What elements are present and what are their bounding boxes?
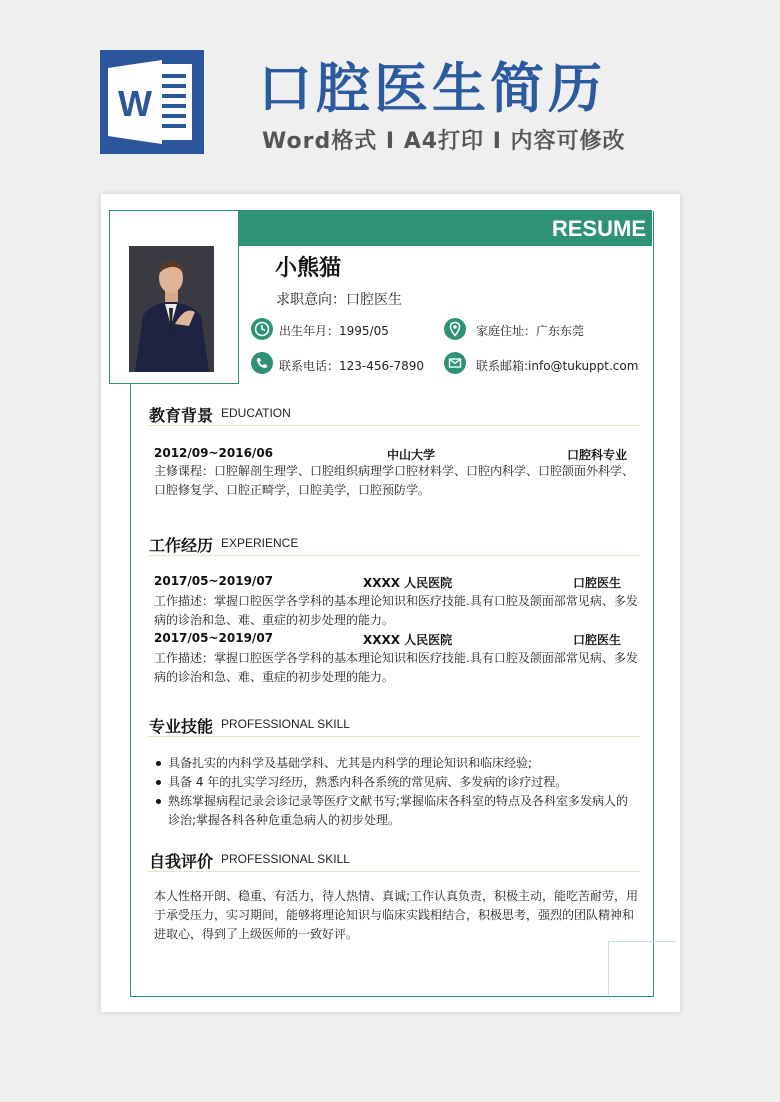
skills-title: 专业技能 <box>149 717 214 736</box>
phone-number: 联系电话：123-456-7890 <box>279 359 425 373</box>
skills-title-en: PROFESSIONAL SKILL <box>221 717 350 731</box>
education-courses: 主修课程：口腔解剖生理学、口腔组织病理学口腔材料学、口腔内科学、口腔颌面外科学、口腔修复学、口腔正畸学，口腔美学，口腔预防学。 <box>154 464 635 497</box>
education-major: 口腔科专业 <box>567 448 628 462</box>
page-subtitle: Word格式 I A4打印 I 内容可修改 <box>262 129 626 154</box>
phone-icon <box>251 352 273 374</box>
clock-icon <box>251 318 273 340</box>
job-objective: 求职意向：口腔医生 <box>276 292 402 308</box>
experience-position: 口腔医生 <box>573 576 622 590</box>
experience-company: XXXX 人民医院 <box>363 633 453 647</box>
experience-divider <box>148 555 640 556</box>
experience-title-en: EXPERIENCE <box>221 536 299 550</box>
experience-date: 2017/05~2019/07 <box>154 631 274 645</box>
birth-date: 出生年月：1995/05 <box>279 324 389 338</box>
experience-company: XXXX 人民医院 <box>363 576 453 590</box>
self-eval-divider <box>148 871 640 872</box>
resume-badge: RESUME <box>551 216 646 241</box>
profile-photo <box>129 246 214 372</box>
education-divider <box>148 425 640 426</box>
education-date: 2012/09~2016/06 <box>154 446 274 460</box>
experience-position: 口腔医生 <box>573 633 622 647</box>
experience-date: 2017/05~2019/07 <box>154 574 274 588</box>
experience-description: 工作描述：掌握口腔医学各学科的基本理论知识和医疗技能.具有口腔及颌面部常见病、多发病的诊治和急、难、重症的初步处理的能力。 <box>154 651 638 684</box>
candidate-name: 小熊猫 <box>275 256 342 281</box>
education-title-en: EDUCATION <box>221 406 291 420</box>
self-eval-text: 本人性格开朗、稳重、有活力，待人热情、真诚;工作认真负责，积极主动，能吃苦耐劳，用于承受压力，实习期间，能够将理论知识与临床实践相结合，积极思考，强烈的团队精神和进取心，得到了上级医师的一致好评。 <box>154 889 639 941</box>
education-school: 中山大学 <box>387 448 436 462</box>
email-address: 联系邮箱:info@tukuppt.com <box>476 359 639 373</box>
skills-divider <box>148 736 640 737</box>
skill-item: 具备扎实的内科学及基础学科、尤其是内科学的理论知识和临床经验; <box>154 754 639 773</box>
resume-header-bar <box>238 210 652 246</box>
page-title: 口腔医生简历 <box>258 57 606 120</box>
experience-title: 工作经历 <box>149 536 214 555</box>
skill-item: 熟练掌握病程记录会诊记录等医疗文献书写;掌握临床各科室的特点及各科室多发病人的诊治;掌握各科各种危重急病人的初步处理。 <box>154 792 639 830</box>
skill-item: 具备 4 年的扎实学习经历，熟悉内科各系统的常见病、多发病的诊疗过程。 <box>154 773 639 792</box>
self-eval-title: 自我评价 <box>149 852 214 871</box>
word-icon-letter: W <box>118 83 152 124</box>
self-eval-title-en: PROFESSIONAL SKILL <box>221 852 350 866</box>
home-address: 家庭住址：广东东莞 <box>476 324 585 338</box>
skills-list <box>154 754 639 830</box>
location-pin-icon <box>444 318 466 340</box>
mail-icon <box>444 352 466 374</box>
decorative-corner <box>608 941 676 995</box>
education-title: 教育背景 <box>149 406 214 425</box>
experience-description: 工作描述：掌握口腔医学各学科的基本理论知识和医疗技能.具有口腔及颌面部常见病、多发病的诊治和急、难、重症的初步处理的能力。 <box>154 594 638 627</box>
word-app-icon <box>100 50 204 154</box>
